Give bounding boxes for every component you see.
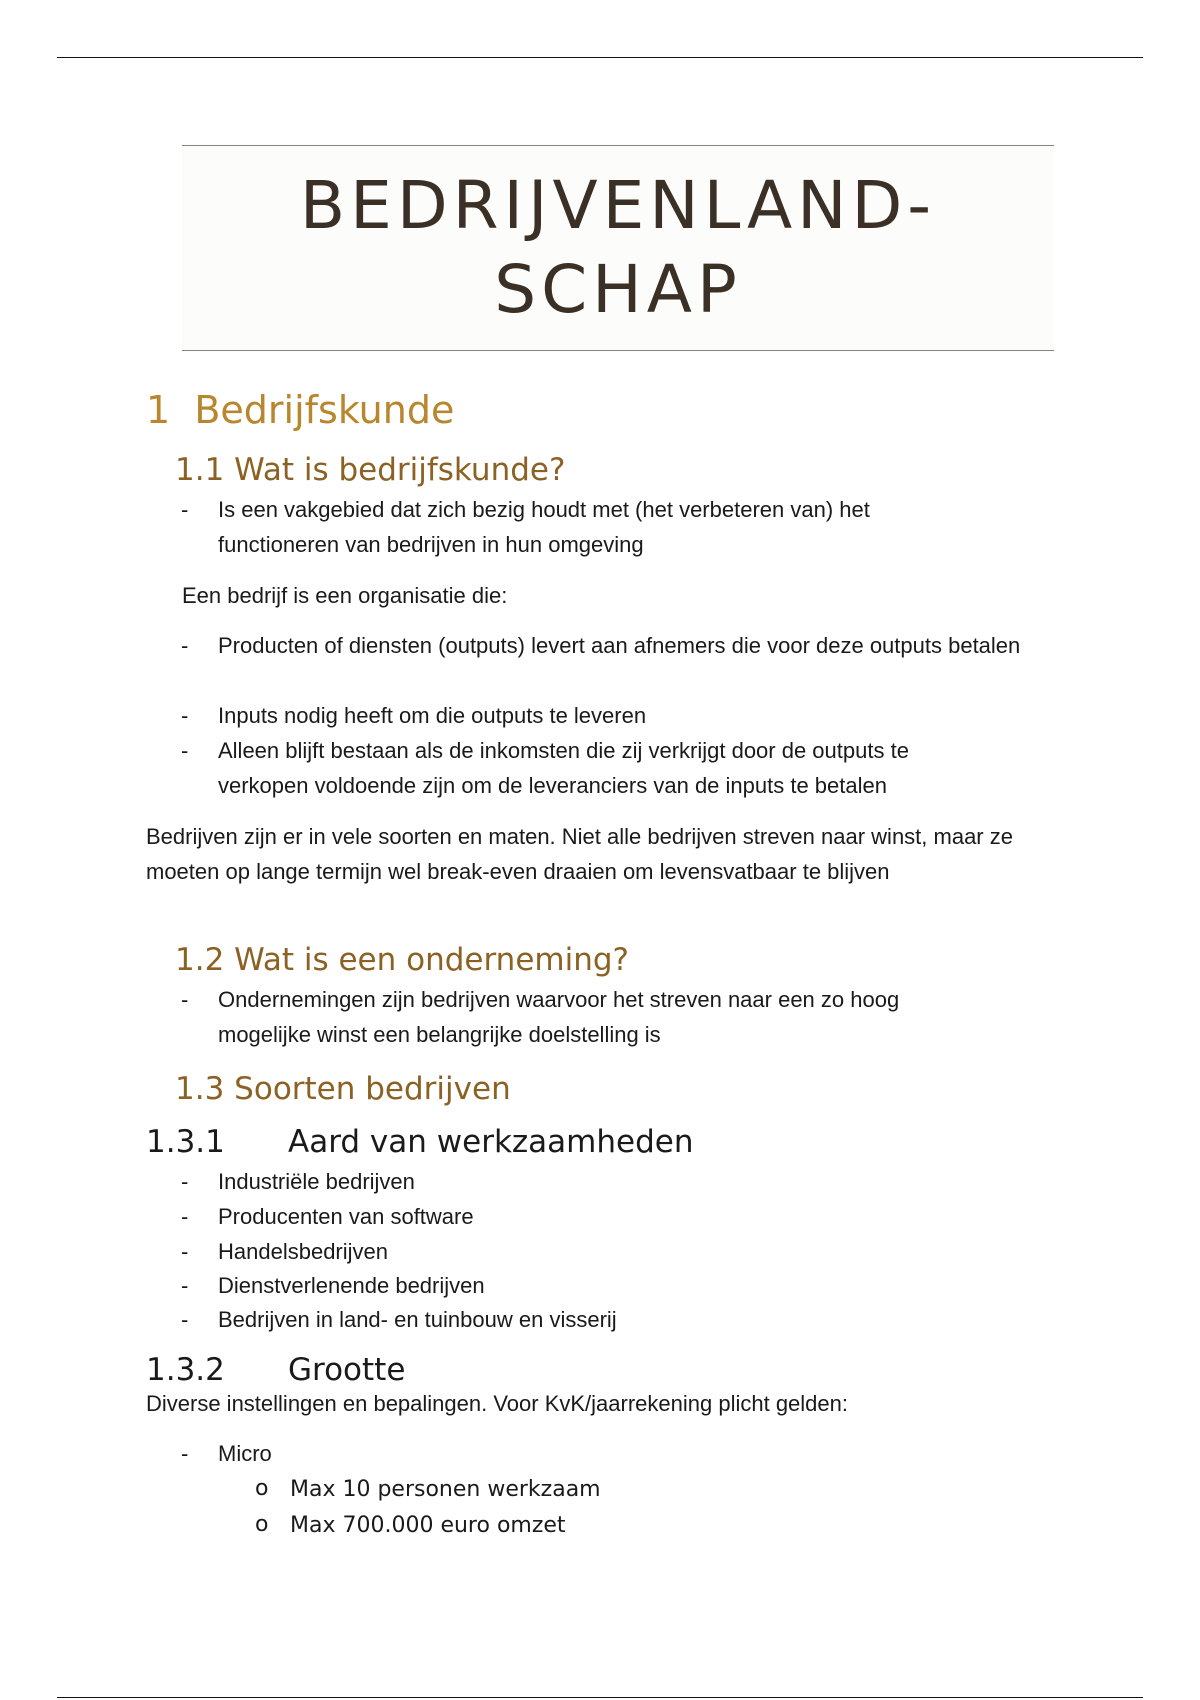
bullet-dash: - xyxy=(181,987,189,1012)
list-item: Bedrijven in land- en tuinbouw en visserij xyxy=(218,1307,617,1332)
heading-1-3-title: Soorten bedrijven xyxy=(234,1071,511,1107)
list-item: Alleen blijft bestaan als de inkomsten die zij verkrijgt door de outputs te verkopen voldoende zijn om de leveranciers van de inputs te betalen xyxy=(218,738,909,798)
heading-1-number: 1 xyxy=(146,388,171,432)
list-item: Dienstverlenende bedrijven xyxy=(218,1273,485,1298)
sub-bullet-marker: o xyxy=(255,1476,269,1501)
bullet-dash: - xyxy=(181,1441,189,1466)
heading-1-title: Bedrijfskunde xyxy=(194,388,455,432)
heading-1-3 xyxy=(175,1071,511,1107)
heading-1-2-title: Wat is een onderneming? xyxy=(234,942,629,978)
heading-1-3-2 xyxy=(146,1352,405,1388)
heading-1-2 xyxy=(175,942,629,978)
heading-1-3-1-number: 1.3.1 xyxy=(146,1124,225,1160)
bullet-dash: - xyxy=(181,1273,189,1298)
title-block xyxy=(182,145,1054,351)
heading-1-3-1 xyxy=(146,1124,693,1160)
list-item: Industriële bedrijven xyxy=(218,1169,415,1194)
list-item: Inputs nodig heeft om die outputs te leveren xyxy=(218,703,647,728)
bullet-dash: - xyxy=(181,703,189,728)
bullet-dash: - xyxy=(181,1169,189,1194)
list-item: Producten of diensten (outputs) levert aan afnemers die voor deze outputs betalen xyxy=(218,633,1021,658)
sub-bullet-marker: o xyxy=(255,1512,269,1537)
document-title-line-1: BEDRIJVENLAND- xyxy=(299,167,937,244)
size-intro: Diverse instellingen en bepalingen. Voor KvK/jaarrekening plicht gelden: xyxy=(146,1391,849,1416)
heading-1-3-2-number: 1.3.2 xyxy=(146,1352,225,1388)
definition-bullet: Is een vakgebied dat zich bezig houdt met (het verbeteren van) het functioneren van bedrijven in hun omgeving xyxy=(218,497,870,557)
bullet-dash: - xyxy=(181,1239,189,1264)
page-top-rule xyxy=(57,57,1143,58)
bullet-dash: - xyxy=(181,1204,189,1229)
companies-paragraph: Bedrijven zijn er in vele soorten en maten. Niet alle bedrijven streven naar winst, maar ze moeten op lange termijn wel break-even draaien om levensvatbaar te blijven xyxy=(146,824,1013,884)
company-intro: Een bedrijf is een organisatie die: xyxy=(182,583,508,608)
document-title-line-2: SCHAP xyxy=(494,251,742,328)
heading-1-3-1-title: Aard van werkzaamheden xyxy=(288,1124,694,1160)
list-item: Handelsbedrijven xyxy=(218,1239,388,1264)
heading-1-3-number: 1.3 xyxy=(175,1071,225,1107)
definition-bullet: Ondernemingen zijn bedrijven waarvoor het streven naar een zo hoog mogelijke winst een belangrijke doelstelling is xyxy=(218,987,900,1047)
sub-list-item: Max 10 personen werkzaam xyxy=(290,1477,601,1502)
heading-1-2-number: 1.2 xyxy=(175,942,225,978)
list-item-micro: Micro xyxy=(218,1441,272,1466)
heading-1-1-number: 1.1 xyxy=(175,452,225,488)
sub-list-item: Max 700.000 euro omzet xyxy=(290,1513,566,1538)
bullet-dash: - xyxy=(181,1307,189,1332)
document-title xyxy=(300,164,936,332)
heading-1-1 xyxy=(175,452,565,488)
list-item: Producenten van software xyxy=(218,1204,474,1229)
heading-1-3-2-title: Grootte xyxy=(288,1352,406,1388)
heading-1-bedrijfskunde xyxy=(146,388,454,432)
bullet-dash: - xyxy=(181,738,189,763)
page-bottom-rule xyxy=(57,1697,1143,1698)
heading-1-1-title: Wat is bedrijfskunde? xyxy=(234,452,566,488)
bullet-dash: - xyxy=(181,497,189,522)
bullet-dash: - xyxy=(181,633,189,658)
